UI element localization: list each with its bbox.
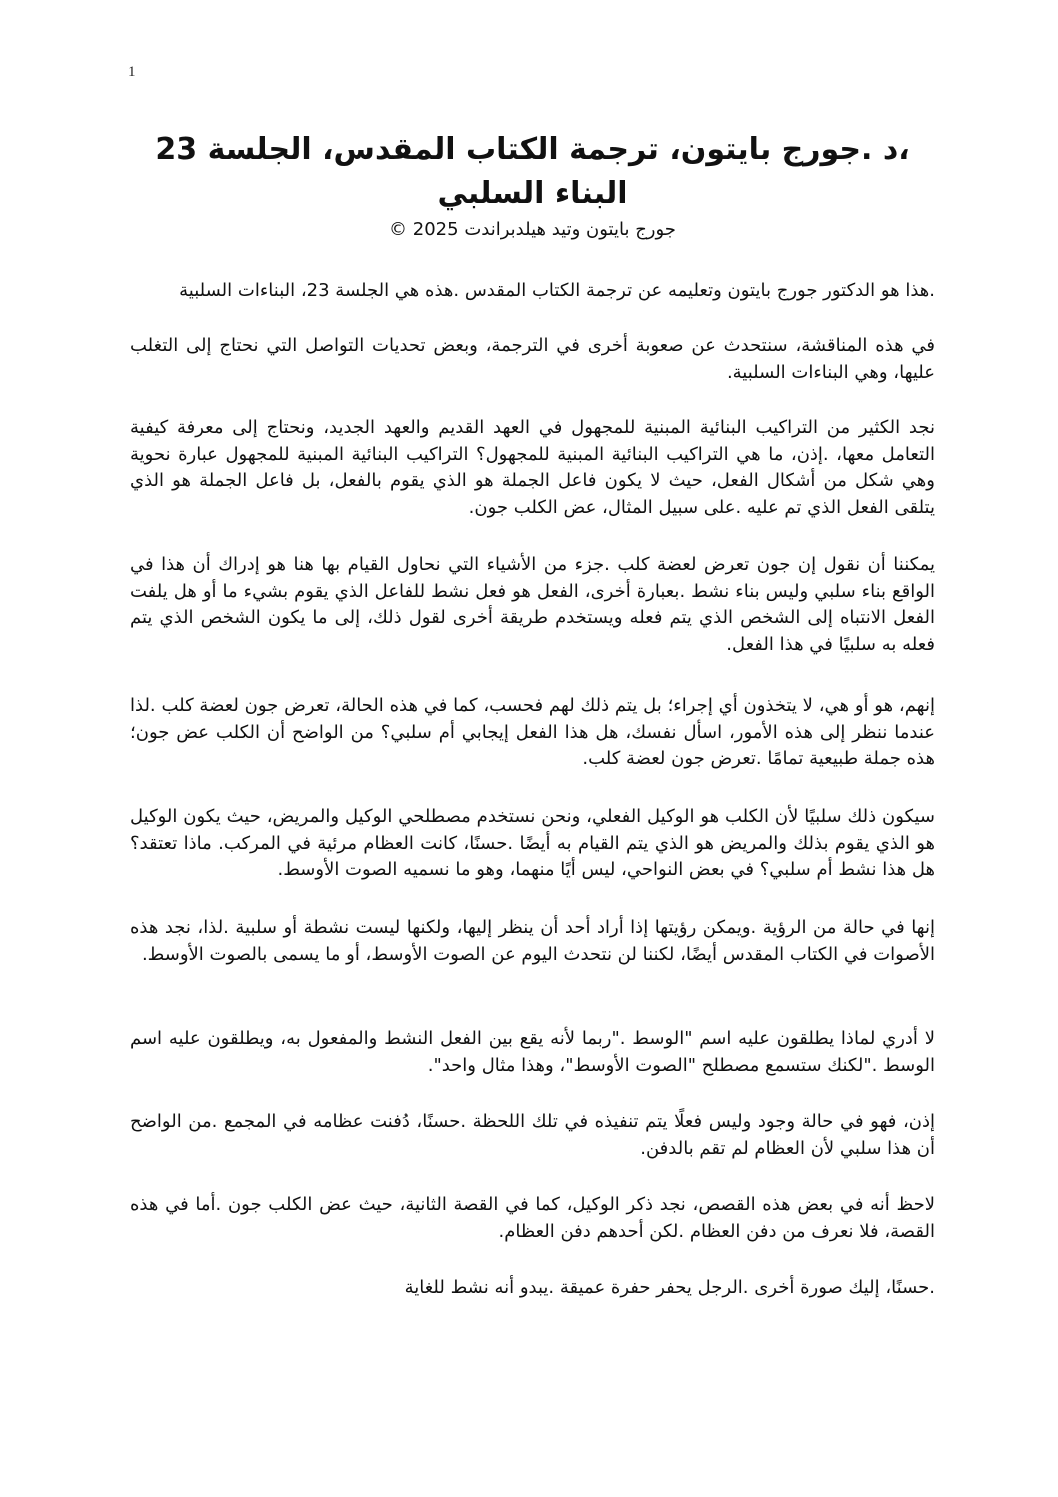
- paragraph-another-picture: .حسنًا، إليك صورة أخرى .الرجل يحفر حفرة عميقة .يبدو أنه نشط للغاية: [404, 1277, 935, 1298]
- title-line-2: البناء السلبي: [437, 176, 628, 211]
- paragraph-middle-voice: لا أدري لماذا يطلقون عليه اسم "الوسط ."ربما لأنه يقع بين الفعل النشط والمفعول به، ويطلقون عليه اسم الوسط ."لكنك ستسمع مصطلح "الصوت الأوسط"، وهذا مثال واحد".: [130, 1028, 935, 1076]
- paragraph-visibility: إنها في حالة من الرؤية .ويمكن رؤيتها إذا أراد أحد أن ينظر إليها، ولكنها ليست نشطة أو سلبية .لذا، نجد هذه الأصوات في الكتاب المقدس أيضًا، لكننا لن نتحدث اليوم عن الصوت الأوسط، أو ما يسمى بالصوت الأوسط.: [130, 917, 935, 965]
- document-title: [130, 128, 935, 216]
- paragraph-intro: .هذا هو الدكتور جورج بايتون وتعليمه عن ترجمة الكتاب المقدس .هذه هي الجلسة 23، البناءات السلبية: [179, 280, 935, 301]
- paragraph-state: إذن، فهو في حالة وجود وليس فعلًا يتم تنفيذه في تلك اللحظة .حسنًا، دُفنت عظامه في المجمع .من الواضح أن هذا سلبي لأن العظام لم تقم بالدفن.: [130, 1111, 935, 1159]
- document-header: [130, 128, 935, 244]
- paragraph-definition: نجد الكثير من التراكيب البنائية المبنية للمجهول في العهد القديم والعهد الجديد، ونحتاج إلى معرفة كيفية التعامل معها، .إذن، ما هي التراكيب البنائية المبنية للمجهول؟ التراكيب البنائية المبنية للمجهول عبارة نحوية وهي شكل من أشكال الفعل، حيث لا يكون فاعل الجملة هو الذي يقوم بالفعل، بل فاعل الجملة هو الذي يتلقى الفعل الذي تم عليه .على سبيل المثال، عض الكلب جون.: [130, 417, 935, 518]
- byline: جورج بايتون وتيد هيلدبراندت 2025 ©: [389, 219, 676, 240]
- page-number: 1: [128, 64, 136, 80]
- paragraph-no-action: إنهم، هو أو هي، لا يتخذون أي إجراء؛ بل يتم ذلك لهم فحسب، كما في هذه الحالة، تعرض جون لعضة كلب .لذا عندما ننظر إلى هذه الأمور، اسأل نفسك، هل هذا الفعل إيجابي أم سلبي؟ من الواضح أن الكلب عض جون؛ هذه جملة طبيعية تمامًا .تعرض جون لعضة كلب.: [130, 695, 935, 770]
- paragraph-agent-mention: لاحظ أنه في بعض هذه القصص، نجد ذكر الوكيل، كما في القصة الثانية، حيث عض الكلب جون .أما في هذه القصة، فلا نعرف من دفن العظام .لكن أحدهم دفن العظام.: [130, 1194, 935, 1242]
- paragraph-agent-patient: سيكون ذلك سلبيًا لأن الكلب هو الوكيل الفعلي، ونحن نستخدم مصطلحي الوكيل والمريض، حيث يكون الوكيل هو الذي يقوم بذلك والمريض هو الذي يتم القيام به أيضًا .حسنًا، كانت العظام مرئية في المركب. ماذا تعتقد؟ هل هذا نشط أم سلبي؟ في بعض النواحي، ليس أيًا منهما، وهو ما نسميه الصوت الأوسط.: [130, 806, 935, 881]
- paragraph-example: يمكننا أن نقول إن جون تعرض لعضة كلب .جزء من الأشياء التي نحاول القيام بها هنا هو إدراك أن هذا في الواقع بناء سلبي وليس بناء نشط .بعبارة أخرى، الفعل هو فعل نشط للفاعل الذي يقوم بشيء ما أو هل يلفت الفعل الانتباه إلى الشخص الذي يتم فعله ويستخدم طريقة أخرى لقول ذلك، إلى ما يكون الشخص الذي يتم فعله به سلبيًا في هذا الفعل.: [130, 554, 935, 655]
- paragraph-discussion: في هذه المناقشة، سنتحدث عن صعوبة أخرى في الترجمة، وبعض تحديات التواصل التي نحتاج إلى التغلب عليها، وهي البناءات السلبية.: [130, 335, 935, 383]
- title-line-1: ،د .جورج بايتون، ترجمة الكتاب المقدس، الجلسة 23: [155, 132, 910, 167]
